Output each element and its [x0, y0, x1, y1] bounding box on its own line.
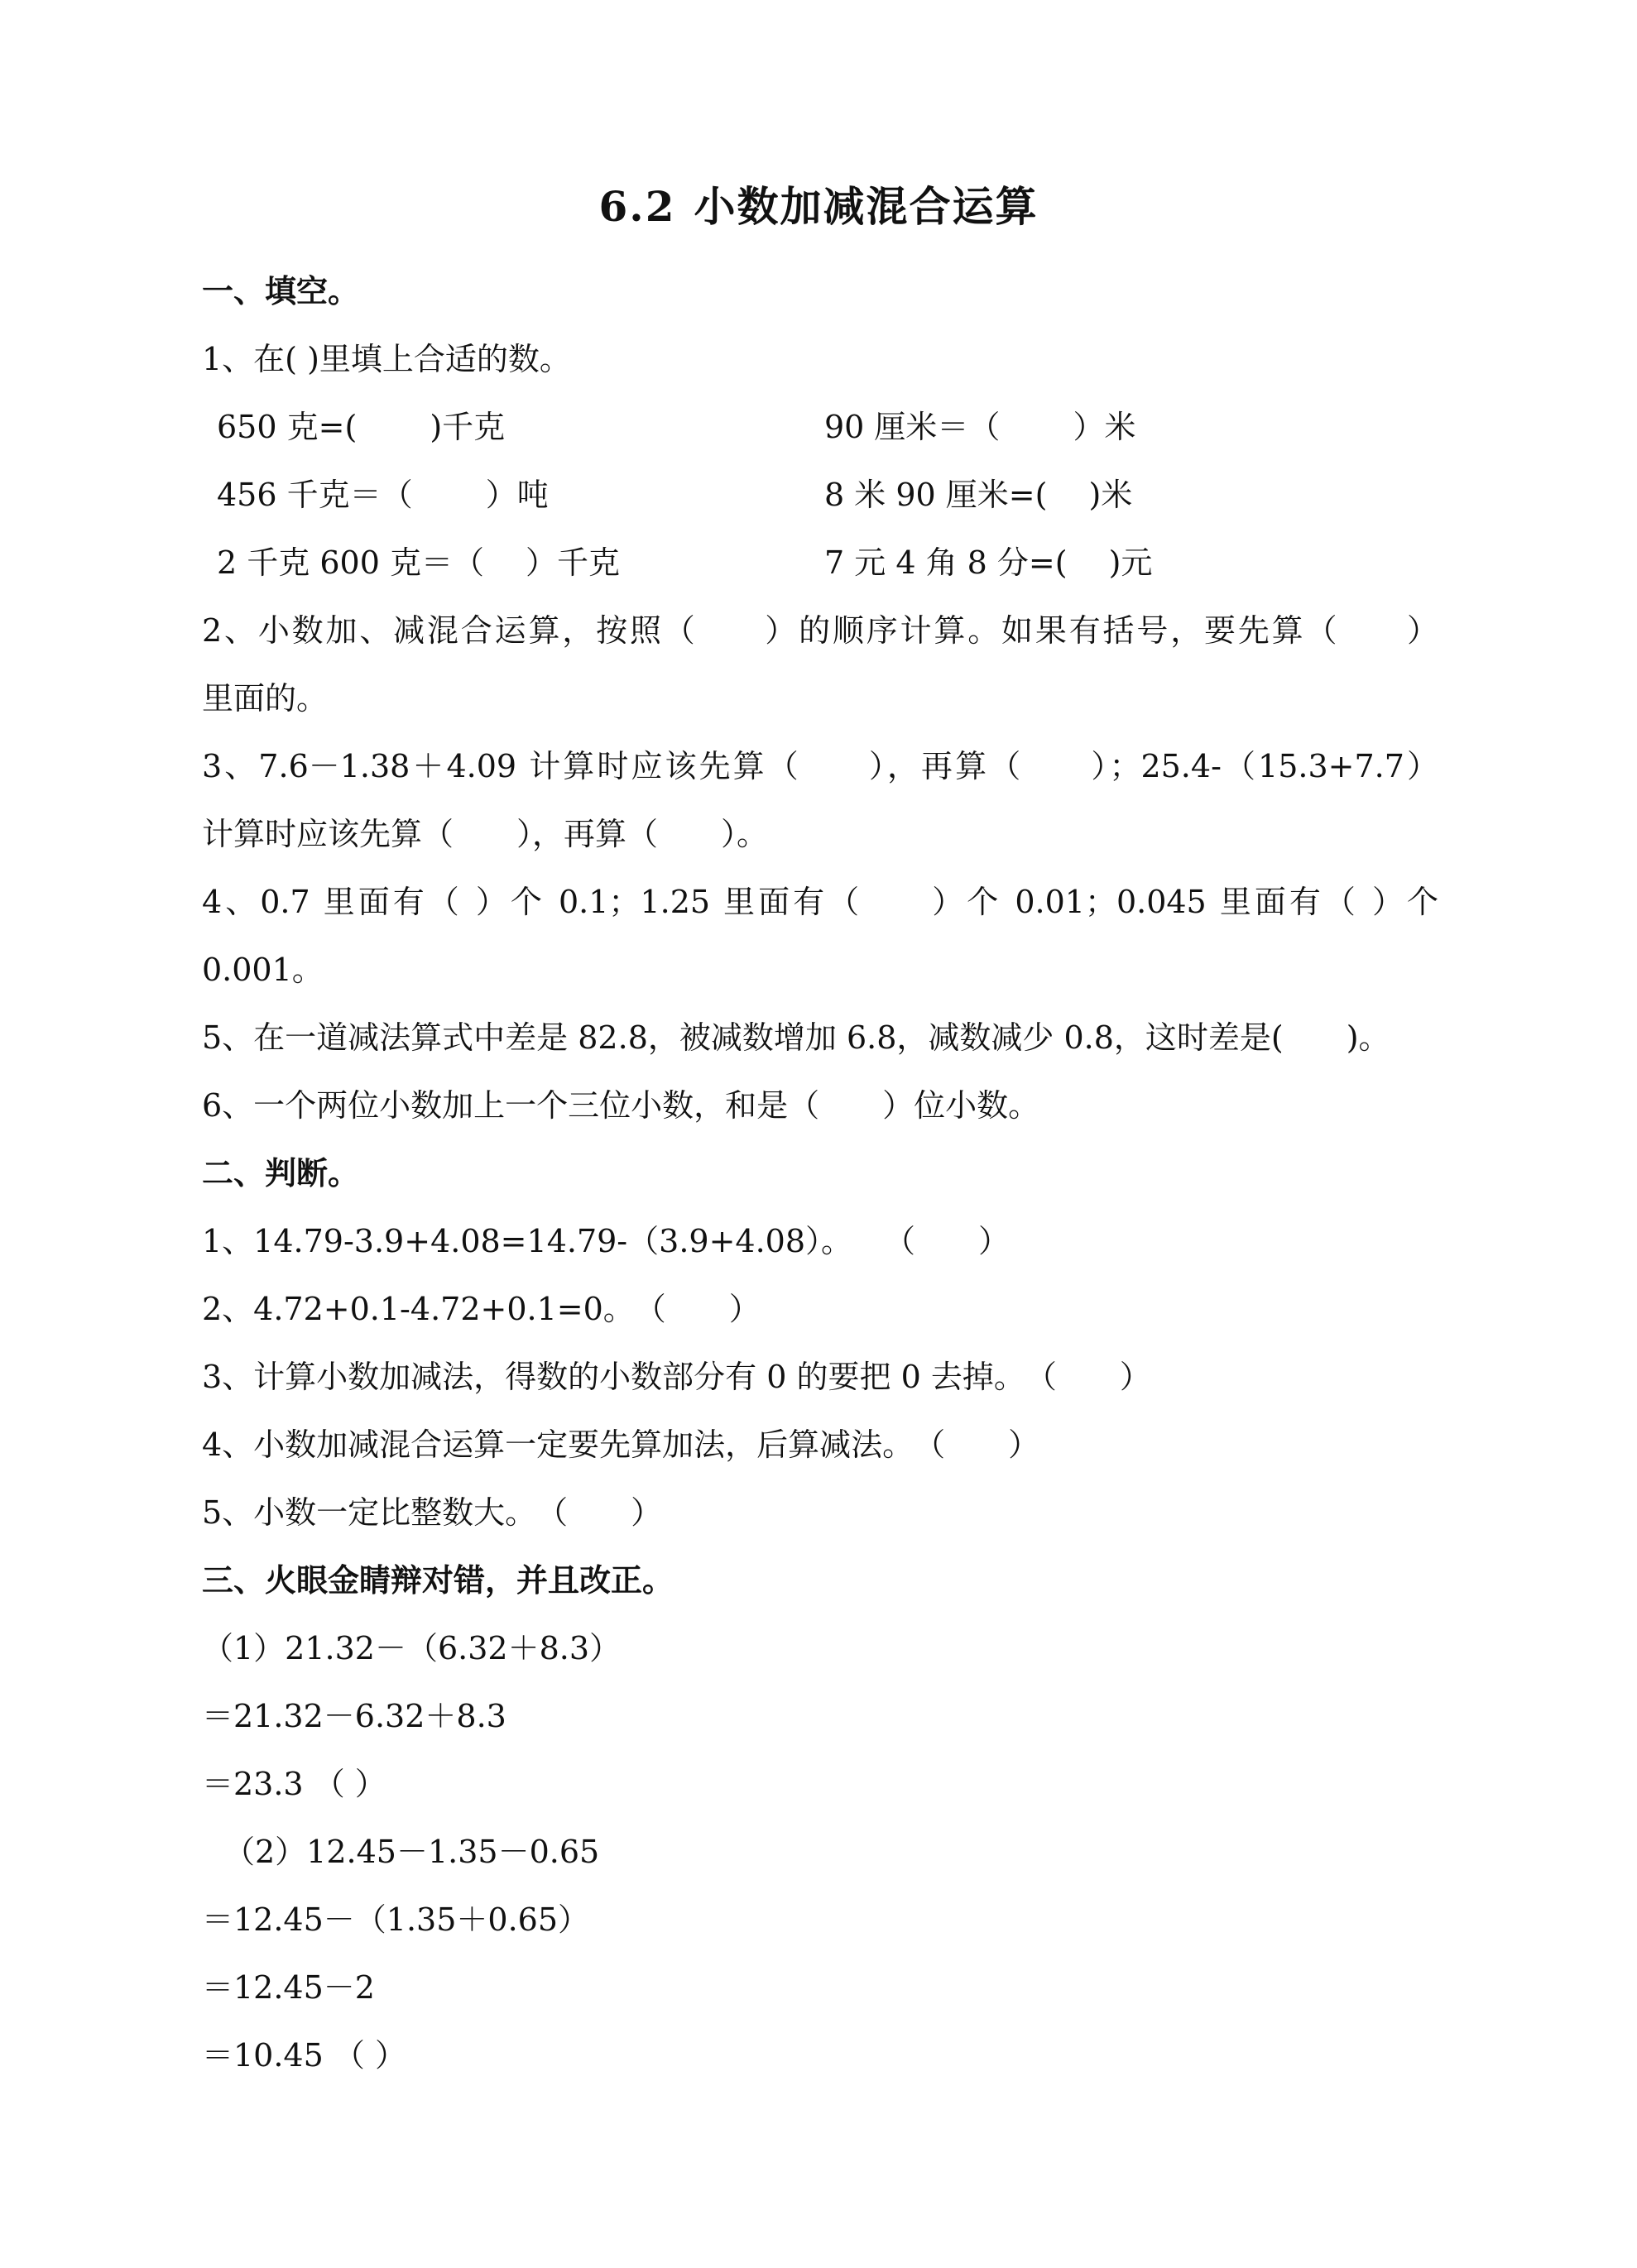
problem-2-line-4: ＝10.45 （ ） [202, 2037, 406, 2074]
problem-1-line-2: ＝21.32－6.32＋8.3 [202, 1698, 506, 1734]
q2-line-1: 2、小数加、减混合运算，按照（ ）的顺序计算。如果有括号，要先算（ ） [202, 612, 1438, 649]
judge-item-2: 2、4.72+0.1-4.72+0.1=0。 （ ） [202, 1291, 761, 1327]
q1-item-left-2: 456 千克＝（ ）吨 [217, 477, 549, 513]
q3-line-1: 3、7.6－1.38＋4.09 计算时应该先算（ ），再算（ ）；25.4-（15.3+7.7） [202, 748, 1438, 784]
q1-item-left-1: 650 克=( )千克 [217, 409, 506, 445]
title-number: 6.2 [598, 182, 676, 231]
q5-line: 5、在一道减法算式中差是 82.8，被减数增加 6.8，减数减少 0.8，这时差是( )。 [202, 1019, 1390, 1056]
problem-1-line-1: （1）21.32－（6.32＋8.3） [202, 1630, 622, 1666]
q1-item-right-2: 8 米 90 厘米=( )米 [824, 477, 1133, 513]
q2-line-2: 里面的。 [202, 680, 329, 717]
q1-item-right-1: 90 厘米＝（ ）米 [824, 409, 1136, 445]
q4-line-1: 4、0.7 里面有（ ）个 0.1；1.25 里面有（ ）个 0.01；0.045 里面有（ ）个 [202, 884, 1438, 920]
title-text: 小数加减混合运算 [694, 182, 1039, 231]
problem-2-line-2: ＝12.45－（1.35＋0.65） [202, 1901, 590, 1938]
q1-prompt: 1、在( )里填上合适的数。 [202, 341, 571, 377]
problem-1-line-3: ＝23.3 （ ） [202, 1766, 386, 1802]
judge-item-5: 5、小数一定比整数大。 （ ） [202, 1494, 663, 1531]
judge-item-4: 4、小数加减混合运算一定要先算加法，后算减法。 （ ） [202, 1426, 1040, 1463]
page-title [0, 174, 1637, 240]
q6-line: 6、一个两位小数加上一个三位小数，和是（ ）位小数。 [202, 1087, 1040, 1124]
section-2-heading: 二、判断。 [202, 1155, 360, 1192]
q1-item-right-3: 7 元 4 角 8 分=( )元 [824, 544, 1153, 581]
judge-item-1: 1、14.79-3.9+4.08=14.79-（3.9+4.08）。 （ ） [202, 1223, 1011, 1259]
problem-2-line-3: ＝12.45－2 [202, 1969, 375, 2006]
q1-item-left-3: 2 千克 600 克＝（ ）千克 [217, 544, 621, 581]
judge-item-3: 3、计算小数加减法，得数的小数部分有 0 的要把 0 去掉。 （ ） [202, 1359, 1151, 1395]
problem-2-line-1: （2）12.45－1.35－0.65 [223, 1834, 600, 1870]
section-3-heading: 三、火眼金睛辩对错，并且改正。 [202, 1562, 674, 1599]
q3-line-2: 计算时应该先算（ ），再算（ ）。 [202, 816, 769, 852]
q4-line-2: 0.001。 [202, 952, 324, 988]
section-1-heading: 一、填空。 [202, 273, 360, 309]
